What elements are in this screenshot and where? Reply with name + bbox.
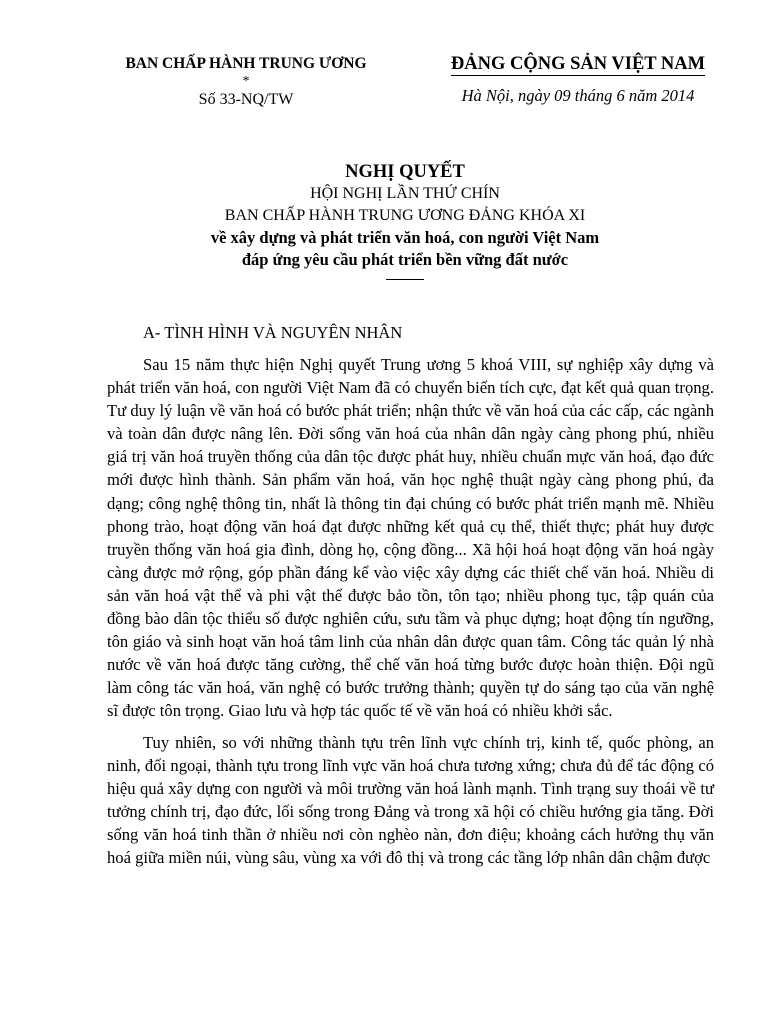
issuing-authority-block [96, 55, 396, 110]
paragraph: Tuy nhiên, so với những thành tựu trên lĩnh vực chính trị, kinh tế, quốc phòng, an ninh, đối ngoại, thành tựu trong lĩnh vực văn hoá chưa tương xứng; chưa đủ để tác động có hiệu quả xây dựng con người và môi trường văn hoá lành mạnh. Tình trạng suy thoái về tư tưởng chính trị, đạo đức, lối sống trong Đảng và trong xã hội có chiều hướng gia tăng. Đời sống văn hoá tinh thần ở nhiều nơi còn nghèo nàn, đơn điệu; khoảng cách hưởng thụ văn hoá giữa miền núi, vùng sâu, vùng xa với đô thị và trong các tầng lớp nhân dân chậm được [107, 732, 714, 867]
issuing-organization: BAN CHẤP HÀNH TRUNG ƯƠNG [125, 55, 367, 72]
section-heading: A- TÌNH HÌNH VÀ NGUYÊN NHÂN [143, 323, 403, 342]
committee-name: BAN CHẤP HÀNH TRUNG ƯƠNG ĐẢNG KHÓA XI [224, 207, 586, 224]
section-body [107, 353, 714, 877]
subject-line-1: về xây dựng và phát triển văn hoá, con người Việt Nam [210, 228, 600, 247]
document-number: Số 33-NQ/TW [198, 91, 294, 108]
document-type: NGHỊ QUYẾT [345, 162, 465, 182]
title-divider [386, 279, 424, 280]
subject-line-2: đáp ứng yêu cầu phát triển bền vững đất nước [241, 250, 569, 269]
document-title-block [100, 161, 710, 280]
party-name [428, 53, 728, 75]
place-date: Hà Nội, ngày 09 tháng 6 năm 2014 [461, 86, 695, 105]
party-name-text: ĐẢNG CỘNG SẢN VIỆT NAM [450, 54, 706, 74]
party-date-block [428, 53, 728, 106]
paragraph: Sau 15 năm thực hiện Nghị quyết Trung ương 5 khoá VIII, sự nghiệp xây dựng và phát triển văn hoá, con người Việt Nam đã có chuyển biến tích cực, đạt kết quả quan trọng. Tư duy lý luận về văn hoá có bước phát triển; nhận thức về văn hoá của các cấp, các ngành và toàn dân được nâng lên. Đời sống văn hoá của nhân dân ngày càng phong phú, nhiều giá trị văn hoá truyền thống của dân tộc được phát huy, nhiều chuẩn mực văn hoá, đạo đức mới được hình thành. Sản phẩm văn hoá, văn học nghệ thuật ngày càng phong phú, đa dạng; công nghệ thông tin, nhất là thông tin đại chúng có bước phát triển mạnh mẽ. Nhiều phong trào, hoạt động văn hoá đạt được những kết quả cụ thể, thiết thực; phát huy được truyền thống văn hoá gia đình, dòng họ, cộng đồng... Xã hội hoá hoạt động văn hoá ngày càng được mở rộng, góp phần đáng kể vào việc xây dựng các thiết chế văn hoá. Nhiều di sản văn hoá vật thể và phi vật thể được bảo tồn, tôn tạo; nhiều phong tục, tập quán của đồng bào dân tộc thiểu số được nghiên cứu, sưu tầm và phục dựng; hoạt động tín ngưỡng, tôn giáo và sinh hoạt văn hoá tâm linh của nhân dân được quan tâm. Công tác quản lý nhà nước về văn hoá được tăng cường, thể chế văn hoá từng bước được hoàn thiện. Đội ngũ làm công tác văn hoá, văn nghệ có bước trưởng thành; quyền tự do sáng tạo của văn nghệ sĩ được tôn trọng. Giao lưu và hợp tác quốc tế về văn hoá có nhiều khởi sắc. [107, 355, 714, 721]
separator-star: * [242, 74, 250, 89]
conference-name: HỘI NGHỊ LẦN THỨ CHÍN [310, 185, 500, 202]
